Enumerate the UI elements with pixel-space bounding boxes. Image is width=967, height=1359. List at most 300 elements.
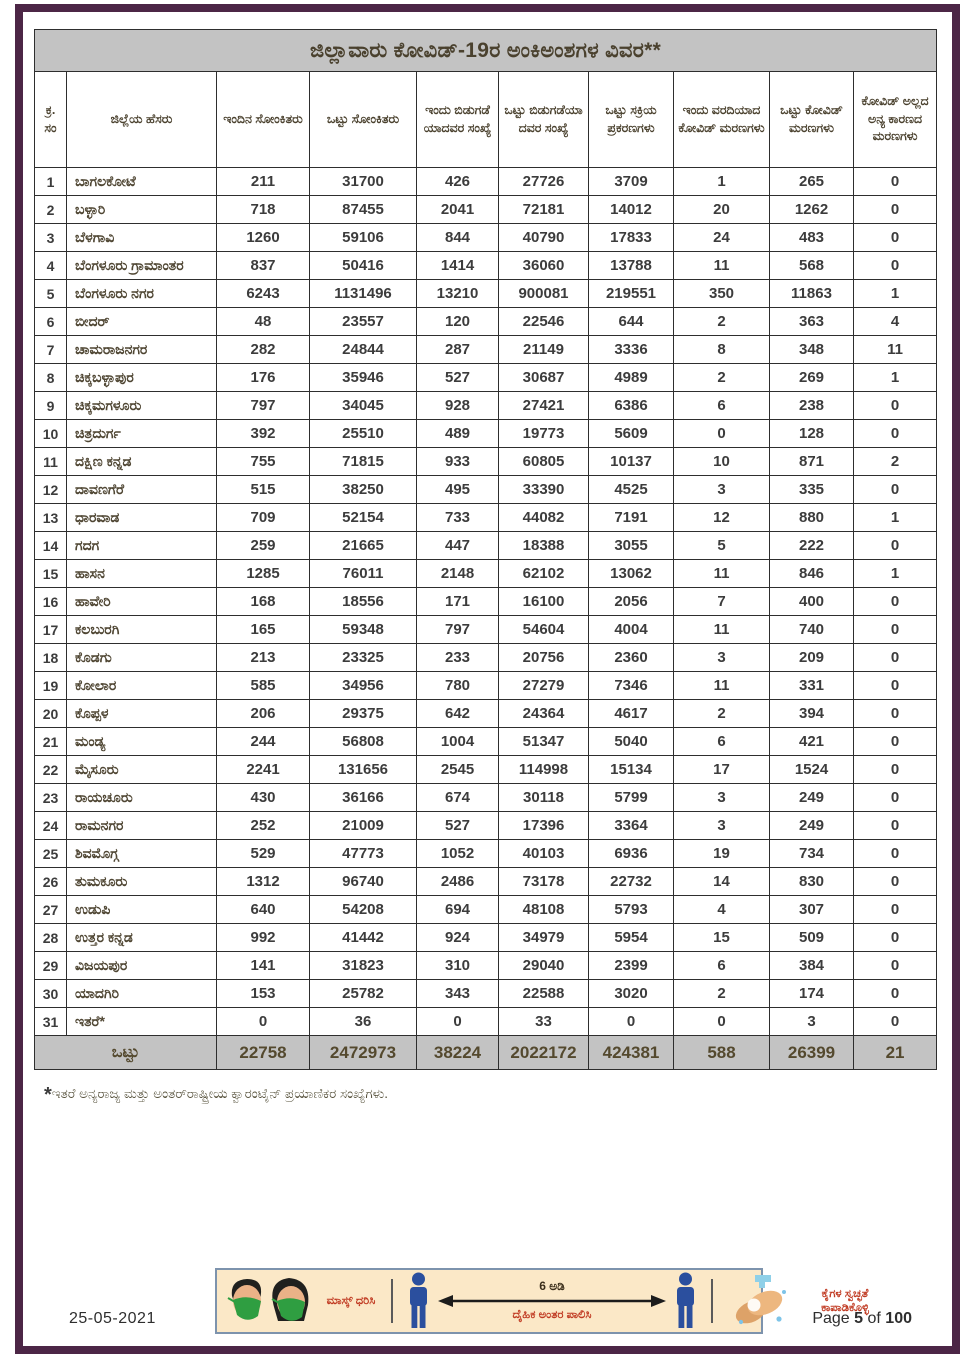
value-cell: 568 (770, 252, 854, 280)
table-row (35, 616, 937, 644)
value-cell: 34045 (310, 392, 417, 420)
header-district: ಜಿಲ್ಲೆಯ ಹೆಸರು (67, 72, 217, 168)
value-cell: 14 (674, 868, 770, 896)
value-cell: 0 (854, 756, 937, 784)
value-cell: 495 (417, 476, 499, 504)
table-row (35, 784, 937, 812)
value-cell: 171 (417, 588, 499, 616)
value-cell: 238 (770, 392, 854, 420)
table-row (35, 504, 937, 532)
value-cell: 73178 (499, 868, 589, 896)
value-cell: 265 (770, 168, 854, 196)
value-cell: 3020 (589, 980, 674, 1008)
value-cell: 0 (854, 1008, 937, 1036)
header-active-cases: ಒಟ್ಟು ಸಕ್ರಿಯ ಪ್ರಕರಣಗಳು (589, 72, 674, 168)
value-cell: 12 (674, 504, 770, 532)
section-divider (391, 1279, 393, 1323)
serial-cell: 12 (35, 476, 67, 504)
serial-cell: 15 (35, 560, 67, 588)
value-cell: 211 (217, 168, 310, 196)
value-cell: 733 (417, 504, 499, 532)
district-cell: ಕಲಬುರಗಿ (67, 616, 217, 644)
value-cell: 343 (417, 980, 499, 1008)
value-cell: 30687 (499, 364, 589, 392)
serial-cell: 7 (35, 336, 67, 364)
table-row (35, 336, 937, 364)
value-cell: 27421 (499, 392, 589, 420)
distance-arrow-icon (438, 1294, 666, 1308)
value-cell: 5954 (589, 924, 674, 952)
table-row (35, 812, 937, 840)
value-cell: 900081 (499, 280, 589, 308)
value-cell: 17396 (499, 812, 589, 840)
value-cell: 2399 (589, 952, 674, 980)
value-cell: 249 (770, 784, 854, 812)
value-cell: 36 (310, 1008, 417, 1036)
value-cell: 165 (217, 616, 310, 644)
value-cell: 483 (770, 224, 854, 252)
value-cell: 310 (417, 952, 499, 980)
value-cell: 3 (674, 644, 770, 672)
value-cell: 509 (770, 924, 854, 952)
header-total-discharged: ಒಟ್ಟು ಬಿಡುಗಡೆಯಾ ದವರ ಸಂಖ್ಯೆ (499, 72, 589, 168)
distance-section (407, 1272, 697, 1330)
serial-cell: 11 (35, 448, 67, 476)
header-total-deaths: ಒಟ್ಟು ಕೋವಿಡ್ ಮರಣಗಳು (770, 72, 854, 168)
value-cell: 674 (417, 784, 499, 812)
value-cell: 19 (674, 840, 770, 868)
serial-cell: 2 (35, 196, 67, 224)
value-cell: 489 (417, 420, 499, 448)
distance-text-block (436, 1279, 668, 1322)
value-cell: 59106 (310, 224, 417, 252)
value-cell: 11 (674, 616, 770, 644)
table-row (35, 420, 937, 448)
value-cell: 41442 (310, 924, 417, 952)
value-cell: 1052 (417, 840, 499, 868)
serial-cell: 13 (35, 504, 67, 532)
total-active: 424381 (589, 1036, 674, 1070)
value-cell: 16100 (499, 588, 589, 616)
value-cell: 29040 (499, 952, 589, 980)
value-cell: 71815 (310, 448, 417, 476)
value-cell: 56808 (310, 728, 417, 756)
total-label: ಒಟ್ಟು (35, 1036, 217, 1070)
value-cell: 34979 (499, 924, 589, 952)
table-row (35, 252, 937, 280)
district-cell: ಚಾಮರಾಜನಗರ (67, 336, 217, 364)
district-cell: ಚಿಕ್ಕಮಗಳೂರು (67, 392, 217, 420)
value-cell: 394 (770, 700, 854, 728)
table-row (35, 644, 937, 672)
table-row (35, 840, 937, 868)
district-cell: ಬಾಗಲಕೋಟೆ (67, 168, 217, 196)
value-cell: 4 (674, 896, 770, 924)
value-cell: 2 (674, 980, 770, 1008)
value-cell: 174 (770, 980, 854, 1008)
value-cell: 1414 (417, 252, 499, 280)
value-cell: 0 (854, 224, 937, 252)
value-cell: 1 (854, 560, 937, 588)
value-cell: 11 (674, 560, 770, 588)
value-cell: 52154 (310, 504, 417, 532)
district-cell: ಶಿವಮೊಗ್ಗ (67, 840, 217, 868)
total-pages: 100 (885, 1310, 912, 1327)
serial-cell: 23 (35, 784, 67, 812)
value-cell: 60805 (499, 448, 589, 476)
value-cell: 880 (770, 504, 854, 532)
table-row (35, 672, 937, 700)
value-cell: 928 (417, 392, 499, 420)
value-cell: 141 (217, 952, 310, 980)
value-cell: 421 (770, 728, 854, 756)
value-cell: 59348 (310, 616, 417, 644)
value-cell: 48 (217, 308, 310, 336)
value-cell: 31823 (310, 952, 417, 980)
value-cell: 54604 (499, 616, 589, 644)
serial-cell: 25 (35, 840, 67, 868)
total-today-infected: 22758 (217, 1036, 310, 1070)
value-cell: 6 (674, 392, 770, 420)
value-cell: 6 (674, 728, 770, 756)
value-cell: 527 (417, 364, 499, 392)
total-infected: 2472973 (310, 1036, 417, 1070)
value-cell: 29375 (310, 700, 417, 728)
serial-cell: 4 (35, 252, 67, 280)
serial-cell: 9 (35, 392, 67, 420)
table-row (35, 448, 937, 476)
value-cell: 282 (217, 336, 310, 364)
table-row (35, 224, 937, 252)
table-row (35, 588, 937, 616)
value-cell: 21149 (499, 336, 589, 364)
value-cell: 527 (417, 812, 499, 840)
value-cell: 120 (417, 308, 499, 336)
page-number: 5 (854, 1310, 864, 1327)
value-cell: 0 (854, 420, 937, 448)
table-row (35, 476, 937, 504)
district-cell: ಬೆಂಗಳೂರು ನಗರ (67, 280, 217, 308)
value-cell: 755 (217, 448, 310, 476)
district-cell: ದಕ್ಷಿಣ ಕನ್ನಡ (67, 448, 217, 476)
value-cell: 25782 (310, 980, 417, 1008)
value-cell: 213 (217, 644, 310, 672)
value-cell: 22732 (589, 868, 674, 896)
value-cell: 0 (854, 672, 937, 700)
district-cell: ಬೆಳಗಾವಿ (67, 224, 217, 252)
table-row (35, 532, 937, 560)
value-cell: 5793 (589, 896, 674, 924)
district-cell: ರಾಯಚೂರು (67, 784, 217, 812)
table-row (35, 868, 937, 896)
value-cell: 0 (854, 616, 937, 644)
value-cell: 0 (674, 420, 770, 448)
value-cell: 0 (854, 840, 937, 868)
table-row (35, 700, 937, 728)
value-cell: 780 (417, 672, 499, 700)
value-cell: 287 (417, 336, 499, 364)
value-cell: 2 (854, 448, 937, 476)
value-cell: 22546 (499, 308, 589, 336)
value-cell: 5040 (589, 728, 674, 756)
value-cell: 24 (674, 224, 770, 252)
value-cell: 4989 (589, 364, 674, 392)
value-cell: 871 (770, 448, 854, 476)
value-cell: 44082 (499, 504, 589, 532)
value-cell: 0 (417, 1008, 499, 1036)
value-cell: 350 (674, 280, 770, 308)
district-cell: ಮಂಡ್ಯ (67, 728, 217, 756)
value-cell: 0 (854, 476, 937, 504)
covid-table (34, 29, 937, 1070)
value-cell: 797 (217, 392, 310, 420)
serial-cell: 27 (35, 896, 67, 924)
value-cell: 2056 (589, 588, 674, 616)
value-cell: 363 (770, 308, 854, 336)
value-cell: 447 (417, 532, 499, 560)
value-cell: 1524 (770, 756, 854, 784)
value-cell: 933 (417, 448, 499, 476)
serial-cell: 28 (35, 924, 67, 952)
value-cell: 20756 (499, 644, 589, 672)
value-cell: 25510 (310, 420, 417, 448)
value-cell: 992 (217, 924, 310, 952)
value-cell: 48108 (499, 896, 589, 924)
serial-cell: 16 (35, 588, 67, 616)
value-cell: 62102 (499, 560, 589, 588)
header-serial: ಕ್ರ. ಸಂ (35, 72, 67, 168)
value-cell: 797 (417, 616, 499, 644)
total-deaths: 26399 (770, 1036, 854, 1070)
value-cell: 0 (854, 812, 937, 840)
value-cell: 5609 (589, 420, 674, 448)
value-cell: 718 (217, 196, 310, 224)
serial-cell: 3 (35, 224, 67, 252)
table-row (35, 1008, 937, 1036)
value-cell: 1312 (217, 868, 310, 896)
value-cell: 0 (217, 1008, 310, 1036)
value-cell: 6936 (589, 840, 674, 868)
table-title-row (35, 30, 937, 72)
value-cell: 4525 (589, 476, 674, 504)
district-cell: ಕೊಪ್ಪಳ (67, 700, 217, 728)
value-cell: 13788 (589, 252, 674, 280)
value-cell: 3 (770, 1008, 854, 1036)
value-cell: 27726 (499, 168, 589, 196)
serial-cell: 18 (35, 644, 67, 672)
value-cell: 0 (854, 168, 937, 196)
value-cell: 1260 (217, 224, 310, 252)
serial-cell: 21 (35, 728, 67, 756)
value-cell: 2 (674, 700, 770, 728)
value-cell: 426 (417, 168, 499, 196)
header-today-discharged: ಇಂದು ಬಿಡುಗಡೆ ಯಾದವರ ಸಂಖ್ಯೆ (417, 72, 499, 168)
value-cell: 259 (217, 532, 310, 560)
value-cell: 1004 (417, 728, 499, 756)
table-row (35, 308, 937, 336)
value-cell: 50416 (310, 252, 417, 280)
value-cell: 7346 (589, 672, 674, 700)
value-cell: 222 (770, 532, 854, 560)
value-cell: 10 (674, 448, 770, 476)
value-cell: 0 (854, 392, 937, 420)
page-title: ಜಿಲ್ಲಾವಾರು ಕೋವಿಡ್-19ರ ಅಂಕಿಅಂಶಗಳ ವಿವರ** (35, 30, 937, 72)
district-cell: ದಾವಣಗೆರೆ (67, 476, 217, 504)
value-cell: 269 (770, 364, 854, 392)
serial-cell: 20 (35, 700, 67, 728)
district-cell: ಗದಗ (67, 532, 217, 560)
value-cell: 0 (854, 784, 937, 812)
table-row (35, 896, 937, 924)
district-cell: ಹಾಸನ (67, 560, 217, 588)
value-cell: 14012 (589, 196, 674, 224)
value-cell: 8 (674, 336, 770, 364)
value-cell: 17 (674, 756, 770, 784)
value-cell: 249 (770, 812, 854, 840)
serial-cell: 29 (35, 952, 67, 980)
table-row (35, 196, 937, 224)
mask-section (227, 1275, 377, 1327)
value-cell: 18388 (499, 532, 589, 560)
table-row (35, 756, 937, 784)
value-cell: 4617 (589, 700, 674, 728)
district-cell: ಬೀದರ್ (67, 308, 217, 336)
value-cell: 400 (770, 588, 854, 616)
total-today-discharged: 38224 (417, 1036, 499, 1070)
district-cell: ಬಳ್ಳಾರಿ (67, 196, 217, 224)
distance-label: ದೈಹಿಕ ಅಂತರ ಪಾಲಿಸಿ (512, 1309, 592, 1322)
value-cell: 40790 (499, 224, 589, 252)
header-today-deaths: ಇಂದು ವರದಿಯಾದ ಕೋವಿಡ್ ಮರಣಗಳು (674, 72, 770, 168)
total-noncovid-deaths: 21 (854, 1036, 937, 1070)
value-cell: 0 (854, 700, 937, 728)
value-cell: 96740 (310, 868, 417, 896)
value-cell: 6 (674, 952, 770, 980)
value-cell: 1 (854, 504, 937, 532)
value-cell: 335 (770, 476, 854, 504)
header-noncovid-deaths: ಕೋವಿಡ್ ಅಲ್ಲದ ಅನ್ಯ ಕಾರಣದ ಮರಣಗಳು (854, 72, 937, 168)
value-cell: 0 (854, 588, 937, 616)
value-cell: 38250 (310, 476, 417, 504)
handwash-icon (727, 1274, 793, 1328)
value-cell: 153 (217, 980, 310, 1008)
district-cell: ಚಿತ್ರದುರ್ಗ (67, 420, 217, 448)
value-cell: 3709 (589, 168, 674, 196)
district-cell: ಉಡುಪಿ (67, 896, 217, 924)
value-cell: 2 (674, 364, 770, 392)
serial-cell: 30 (35, 980, 67, 1008)
value-cell: 5799 (589, 784, 674, 812)
value-cell: 24364 (499, 700, 589, 728)
value-cell: 0 (854, 896, 937, 924)
table-row (35, 728, 937, 756)
value-cell: 47773 (310, 840, 417, 868)
value-cell: 10137 (589, 448, 674, 476)
footnote-text: ಇತರೆ ಅನ್ಯರಾಜ್ಯ ಮತ್ತು ಅಂತರ್‌ರಾಷ್ಟ್ರೀಯ ಕ್ವಾರಂಟೈನ್ ಪ್ರಯಾಣಿಕರ ಸಂಖ್ಯೆಗಳು. (51, 1086, 389, 1101)
value-cell: 21009 (310, 812, 417, 840)
value-cell: 837 (217, 252, 310, 280)
value-cell: 331 (770, 672, 854, 700)
footnote-asterisk: * (44, 1084, 52, 1106)
value-cell: 0 (854, 252, 937, 280)
value-cell: 0 (674, 1008, 770, 1036)
mask-label: ಮಾಸ್ಕ್ ಧರಿಸಿ (326, 1294, 376, 1307)
value-cell: 72181 (499, 196, 589, 224)
value-cell: 384 (770, 952, 854, 980)
value-cell: 17833 (589, 224, 674, 252)
value-cell: 206 (217, 700, 310, 728)
masked-faces-icon (227, 1275, 319, 1327)
value-cell: 252 (217, 812, 310, 840)
page-footer (47, 1264, 928, 1336)
value-cell: 40103 (499, 840, 589, 868)
value-cell: 209 (770, 644, 854, 672)
value-cell: 3 (674, 784, 770, 812)
value-cell: 21665 (310, 532, 417, 560)
serial-cell: 17 (35, 616, 67, 644)
table-row (35, 560, 937, 588)
page-frame (15, 4, 960, 1354)
district-cell: ರಾಮನಗರ (67, 812, 217, 840)
value-cell: 844 (417, 224, 499, 252)
table-row (35, 980, 937, 1008)
value-cell: 2360 (589, 644, 674, 672)
value-cell: 709 (217, 504, 310, 532)
value-cell: 13062 (589, 560, 674, 588)
value-cell: 87455 (310, 196, 417, 224)
value-cell: 6243 (217, 280, 310, 308)
district-cell: ಯಾದಗಿರಿ (67, 980, 217, 1008)
value-cell: 0 (854, 196, 937, 224)
value-cell: 307 (770, 896, 854, 924)
value-cell: 2486 (417, 868, 499, 896)
value-cell: 0 (854, 532, 937, 560)
value-cell: 76011 (310, 560, 417, 588)
serial-cell: 6 (35, 308, 67, 336)
district-cell: ಧಾರವಾಡ (67, 504, 217, 532)
value-cell: 3336 (589, 336, 674, 364)
value-cell: 24844 (310, 336, 417, 364)
value-cell: 0 (589, 1008, 674, 1036)
table-row (35, 392, 937, 420)
serial-cell: 24 (35, 812, 67, 840)
district-cell: ಕೋಲಾರ (67, 672, 217, 700)
serial-cell: 22 (35, 756, 67, 784)
value-cell: 2041 (417, 196, 499, 224)
value-cell: 7 (674, 588, 770, 616)
page-indicator (812, 1310, 912, 1328)
district-cell: ಹಾವೇರಿ (67, 588, 217, 616)
value-cell: 6386 (589, 392, 674, 420)
value-cell: 11 (674, 252, 770, 280)
value-cell: 128 (770, 420, 854, 448)
serial-cell: 14 (35, 532, 67, 560)
value-cell: 4 (854, 308, 937, 336)
value-cell: 13210 (417, 280, 499, 308)
value-cell: 3055 (589, 532, 674, 560)
value-cell: 54208 (310, 896, 417, 924)
value-cell: 2 (674, 308, 770, 336)
section-divider (711, 1279, 713, 1323)
value-cell: 348 (770, 336, 854, 364)
serial-cell: 31 (35, 1008, 67, 1036)
serial-cell: 8 (35, 364, 67, 392)
value-cell: 22588 (499, 980, 589, 1008)
footnote (44, 1084, 945, 1107)
value-cell: 11863 (770, 280, 854, 308)
value-cell: 20 (674, 196, 770, 224)
value-cell: 0 (854, 728, 937, 756)
